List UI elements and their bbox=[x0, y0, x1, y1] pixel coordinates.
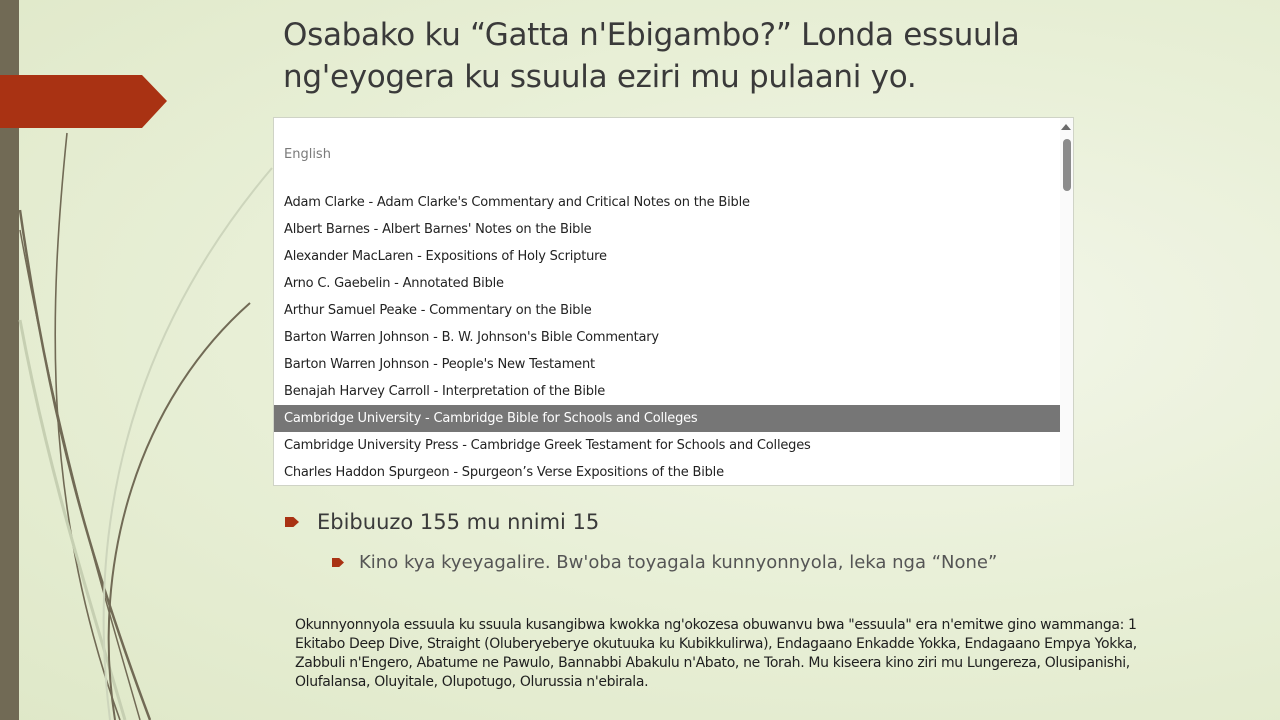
dropdown-option[interactable]: Albert Barnes - Albert Barnes' Notes on the Bible bbox=[284, 222, 592, 237]
dropdown-group-label: English bbox=[284, 147, 331, 162]
dropdown-option[interactable]: Adam Clarke - Adam Clarke's Commentary and Critical Notes on the Bible bbox=[284, 195, 750, 210]
slide-title: Osabako ku “Gatta n'Ebigambo?” Londa essuula ng'eyogera ku ssuula eziri mu pulaani yo. bbox=[283, 17, 1020, 95]
bullet-arrow-icon bbox=[285, 517, 299, 527]
footnote-paragraph: Okunnyonnyola essuula ku ssuula kusangibwa kwokka ng'okozesa obuwanvu bwa "essuula" era n'emitwe gino wammanga: 1 Ekitabo Deep Dive, Straight (Oluberyeberye okutuuka ku Kubikkulirwa), Endagaano Enkadde Yokka, Endagaano Empya Yokka, Zabbuli n'Engero, Abatume ne Pawulo, Bannabbi Abakulu n'Abato, ne Torah. Mu kiseera kino ziri mu Lungereza, Olusipanishi, Olufalansa, Oluyitale, Olupotugo, Olurussia n'ebirala. bbox=[295, 617, 1137, 690]
scroll-up-arrow-icon[interactable] bbox=[1061, 124, 1071, 130]
bullet-level-2 bbox=[332, 552, 997, 573]
bullet-text: Ebibuuzo 155 mu nnimi 15 bbox=[317, 510, 600, 534]
dropdown-option[interactable]: Charles Haddon Spurgeon - Spurgeon’s Verse Expositions of the Bible bbox=[284, 465, 724, 480]
dropdown-option[interactable]: Benajah Harvey Carroll - Interpretation of the Bible bbox=[284, 384, 606, 399]
commentary-dropdown-list[interactable] bbox=[273, 117, 1074, 486]
bullet-arrow-icon bbox=[332, 558, 344, 567]
dropdown-option[interactable]: Barton Warren Johnson - People's New Testament bbox=[284, 357, 595, 372]
dropdown-option[interactable]: Arthur Samuel Peake - Commentary on the Bible bbox=[284, 303, 592, 318]
dropdown-option[interactable]: Cambridge University Press - Cambridge Greek Testament for Schools and Colleges bbox=[284, 438, 811, 453]
dropdown-option[interactable]: Barton Warren Johnson - B. W. Johnson's Bible Commentary bbox=[284, 330, 659, 345]
dropdown-scrollbar[interactable] bbox=[1060, 118, 1073, 485]
scrollbar-thumb[interactable] bbox=[1063, 139, 1071, 191]
title-arrow-tab bbox=[0, 75, 167, 128]
dropdown-option[interactable]: Arno C. Gaebelin - Annotated Bible bbox=[284, 276, 504, 291]
dropdown-option-selected[interactable]: Cambridge University - Cambridge Bible for Schools and Colleges bbox=[274, 405, 1062, 432]
bullet-level-1 bbox=[285, 510, 599, 534]
dropdown-options bbox=[274, 189, 1062, 486]
bullet-text: Kino kya kyeyagalire. Bw'oba toyagala kunnyonnyola, leka nga “None” bbox=[359, 552, 998, 573]
dropdown-option[interactable]: Alexander MacLaren - Expositions of Holy Scripture bbox=[284, 249, 607, 264]
